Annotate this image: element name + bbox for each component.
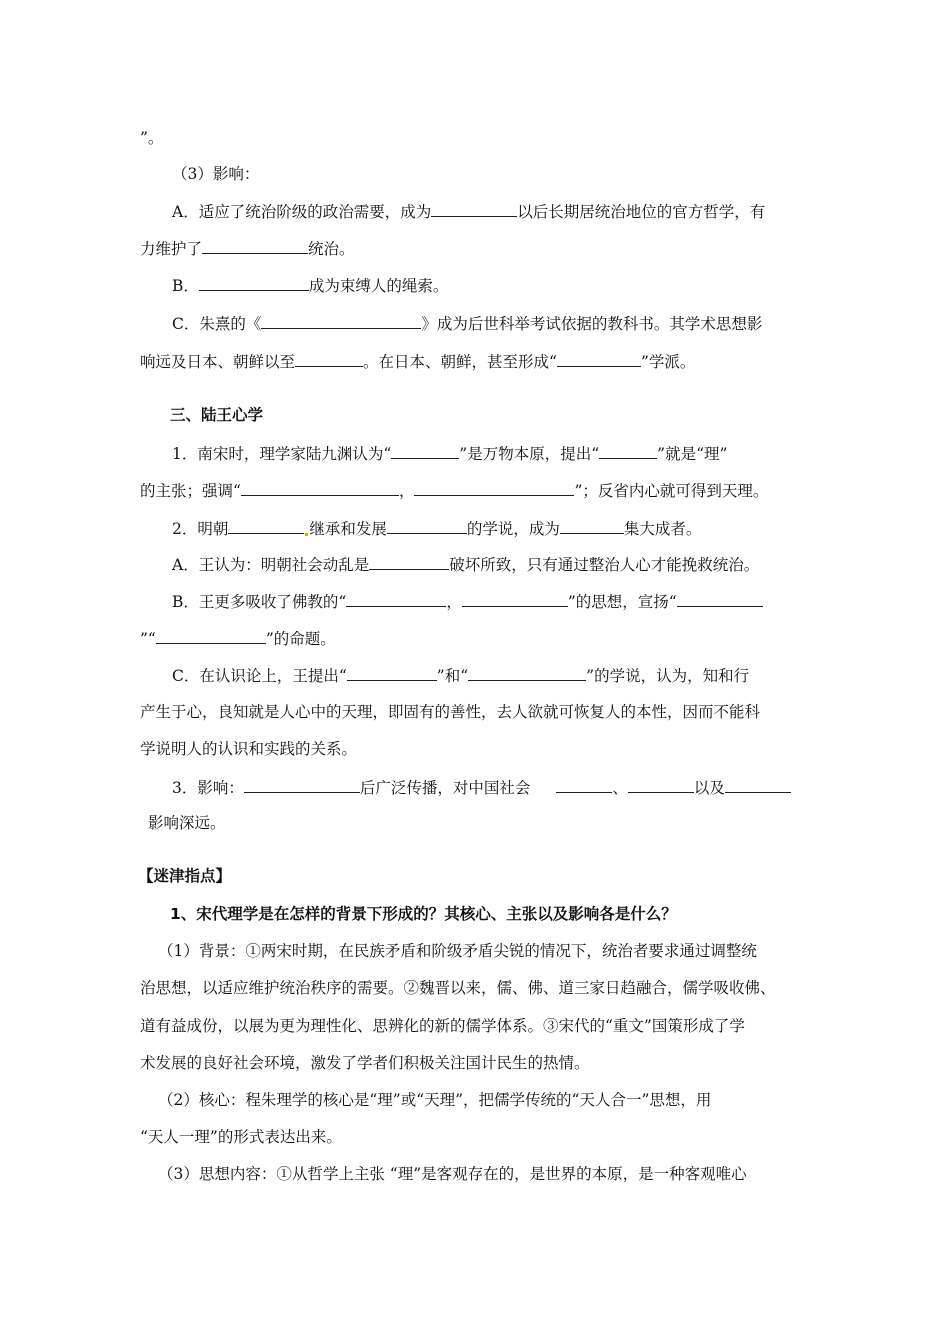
text-line: 学说明人的认识和实践的关系。: [140, 740, 358, 758]
fill-blank[interactable]: [677, 591, 763, 607]
text-line: B．王更多吸收了佛教的“ ， ”的思想，宣扬“: [172, 591, 763, 612]
text-line: 响远及日本、朝鲜以至 。在日本、朝鲜，甚至形成“ ”学派。: [140, 353, 696, 371]
fill-blank[interactable]: [346, 591, 446, 607]
fill-blank[interactable]: [241, 480, 399, 496]
text-line: （3）影响：: [172, 165, 260, 183]
section-heading: 【迷津指点】: [138, 867, 232, 885]
text-line: 2．明朝 继承和发展 的学说，成为 集大成者。: [172, 520, 702, 538]
fill-blank[interactable]: [391, 443, 459, 459]
fill-blank[interactable]: [202, 238, 308, 254]
fill-blank[interactable]: [156, 628, 266, 644]
fill-blank[interactable]: [261, 313, 421, 329]
text-line: （1）背景：①两宋时期，在民族矛盾和阶级矛盾尖锐的情况下，统治者要求通过调整统: [158, 942, 757, 960]
text-line: （2）核心：程朱理学的核心是“理”或“天理”，把儒学传统的“天人合一”思想，用: [158, 1091, 712, 1109]
text-line: 的主张；强调“ ， ”；反省内心就可得到天理。: [140, 482, 769, 500]
fill-blank[interactable]: [560, 518, 624, 534]
fill-blank[interactable]: [725, 777, 791, 793]
fill-blank[interactable]: [228, 518, 304, 534]
question-title: 1、宋代理学是在怎样的背景下形成的？其核心、主张以及影响各是什么？: [170, 905, 677, 923]
text-line: 3．影响： 后广泛传播，对中国社会 、 以及: [172, 777, 791, 798]
mark-dot: [305, 533, 308, 536]
text-line: 产生于心，良知就是人心中的天理，即固有的善性，去人欲就可恢复人的本性，因而不能科: [140, 703, 761, 721]
text-line: （3）思想内容：①从哲学上主张 “理”是客观存在的，是世界的本原，是一种客观唯心: [158, 1165, 747, 1183]
text-line: “天人一理”的形式表达出来。: [140, 1128, 342, 1146]
text-line: 影响深远。: [148, 814, 226, 832]
text-line: C．朱熹的《 》成为后世科举考试依据的教科书。其学术思想影: [172, 315, 763, 333]
text-line: 力维护了 统治。: [140, 240, 355, 258]
text-line: ”。: [140, 129, 164, 147]
section-heading: 三、陆王心学: [170, 406, 264, 424]
fill-blank[interactable]: [462, 591, 568, 607]
fill-blank[interactable]: [387, 518, 467, 534]
text-line: 术发展的良好社会环境，激发了学者们积极关注国计民生的热情。: [140, 1054, 590, 1072]
fill-blank[interactable]: [244, 777, 360, 793]
text-line: ”“ ”的命题。: [140, 630, 336, 648]
text-line: 1．南宋时，理学家陆九渊认为“ ”是万物本原，提出“ ”就是“理”: [172, 445, 728, 463]
fill-blank[interactable]: [369, 554, 449, 570]
fill-blank[interactable]: [599, 443, 657, 459]
fill-blank[interactable]: [468, 665, 586, 681]
text-line: A．适应了统治阶级的政治需要，成为 以后长期居统治地位的官方哲学，有: [172, 203, 766, 221]
fill-blank[interactable]: [295, 351, 363, 367]
fill-blank[interactable]: [414, 480, 574, 496]
text-line: C．在认识论上，王提出“ ”和“ ”的学说，认为，知和行: [172, 667, 750, 685]
text-line: B． 成为束缚人的绳索。: [172, 277, 449, 295]
fill-blank[interactable]: [556, 777, 612, 793]
text-line: 治思想，以适应维护统治秩序的需要。②魏晋以来，儒、佛、道三家日趋融合，儒学吸收佛、: [140, 979, 776, 997]
fill-blank[interactable]: [557, 351, 641, 367]
text-line: A．王认为：明朝社会动乱是 破坏所致，只有通过整治人心才能挽救统治。: [172, 556, 760, 574]
fill-blank[interactable]: [431, 201, 517, 217]
fill-blank[interactable]: [628, 777, 694, 793]
fill-blank[interactable]: [199, 275, 309, 291]
text-line: 道有益成份，以展为更为理性化、思辨化的新的儒学体系。③宋代的“重文”国策形成了学: [140, 1017, 745, 1035]
fill-blank[interactable]: [347, 665, 437, 681]
